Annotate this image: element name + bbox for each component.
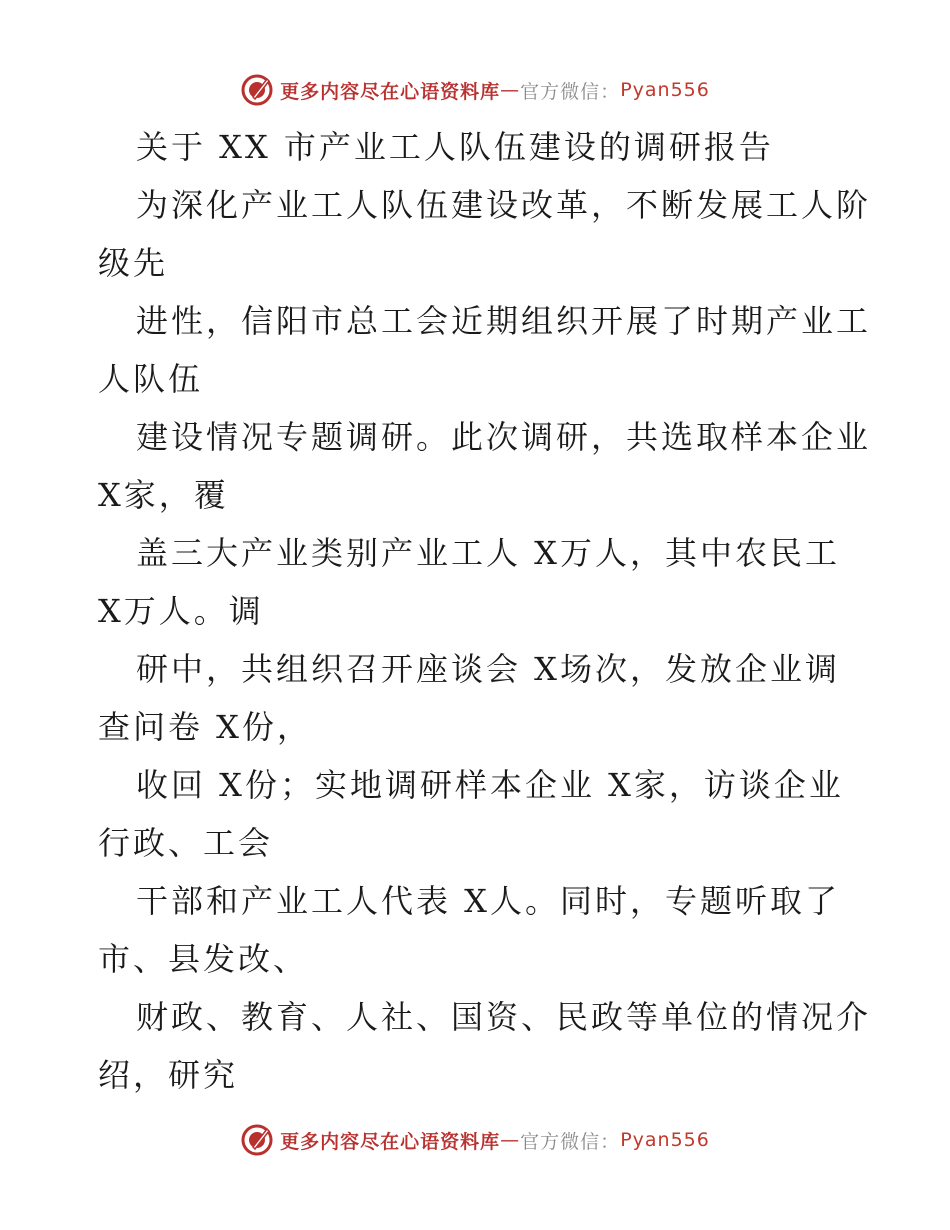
document-title: 关于 XX 市产业工人队伍建设的调研报告 xyxy=(136,128,774,166)
text-line: 进性，信阳市总工会近期组织开展了时期产业工 xyxy=(136,302,872,340)
text-line: 级先 xyxy=(98,244,169,282)
banner-dash: — xyxy=(500,1129,521,1151)
text-line: X万人。调 xyxy=(98,592,264,630)
document-body xyxy=(98,118,872,1104)
text-line: 市、县发改、 xyxy=(98,940,309,978)
text-line: 为深化产业工人队伍建设改革，不断发展工人阶 xyxy=(136,186,872,224)
banner-wechat-id: Pyan556 xyxy=(620,79,710,101)
text-line: 盖三大产业类别产业工人 X万人，其中农民工 xyxy=(136,534,840,572)
banner-site-text: 更多内容尽在心语资料库 xyxy=(280,80,501,103)
text-line: 财政、教育、人社、国资、民政等单位的情况介 xyxy=(136,998,872,1036)
text-line: 建设情况专题调研。此次调研，共选取样本企业 xyxy=(136,418,872,456)
banner-dash: — xyxy=(500,79,521,101)
footer-banner xyxy=(0,1120,950,1160)
text-line: 研中，共组织召开座谈会 X场次，发放企业调 xyxy=(136,650,840,688)
text-line: 行政、工会 xyxy=(98,824,274,862)
pen-nib-logo-icon xyxy=(240,1123,274,1157)
text-line: 收回 X份；实地调研样本企业 X家，访谈企业 xyxy=(136,766,844,804)
pen-nib-logo-icon xyxy=(240,73,274,107)
banner-wechat-id: Pyan556 xyxy=(620,1129,710,1151)
header-banner xyxy=(0,70,950,110)
banner-site-text: 更多内容尽在心语资料库 xyxy=(280,1130,501,1153)
text-line: 查问卷 X份， xyxy=(98,708,312,746)
text-line: 绍，研究 xyxy=(98,1056,239,1094)
text-line: 人队伍 xyxy=(98,360,204,398)
banner-wechat-label: 官方微信： xyxy=(520,1130,621,1153)
text-line: 干部和产业工人代表 X人。同时，专题听取了 xyxy=(136,882,840,920)
banner-wechat-label: 官方微信： xyxy=(520,80,621,103)
text-line: X家，覆 xyxy=(98,476,229,514)
